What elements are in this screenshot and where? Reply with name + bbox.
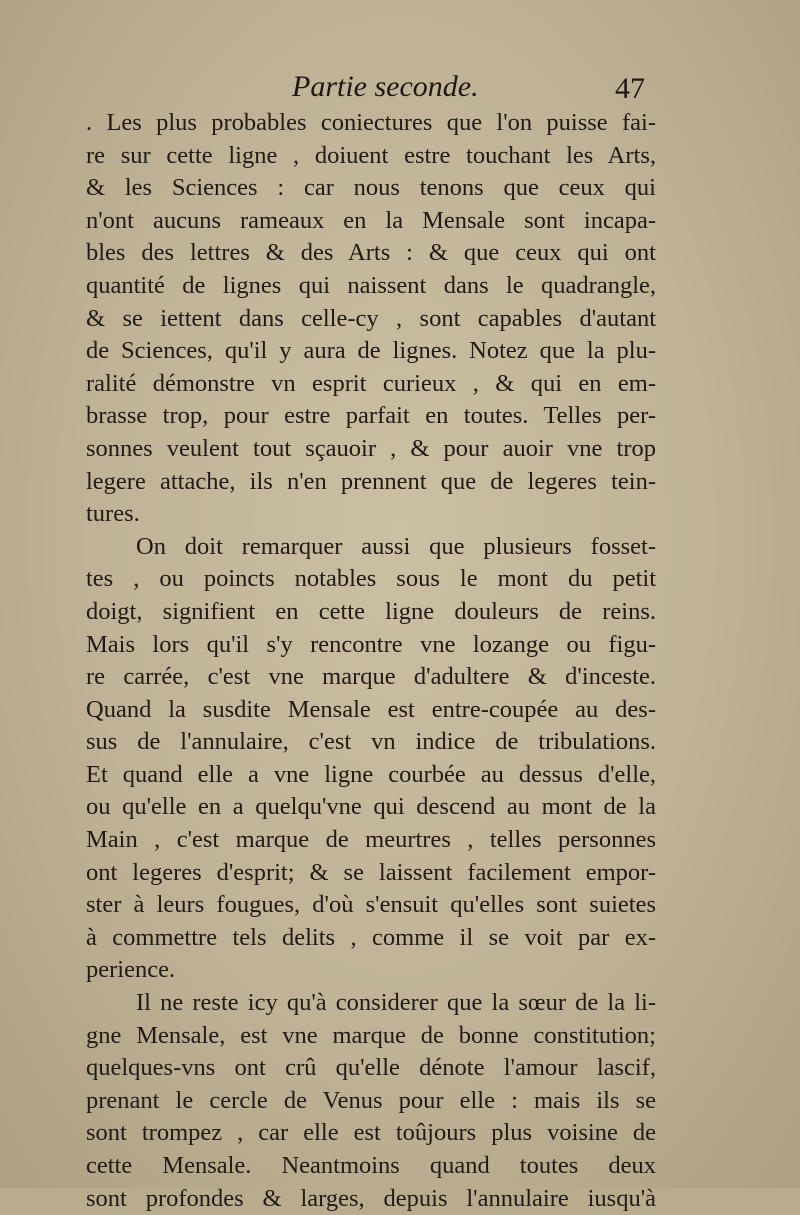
text-line: doigt, signifient en cette ligne douleurs de reins. bbox=[86, 597, 656, 625]
page-header bbox=[0, 70, 800, 110]
text-line: Et quand elle a vne ligne courbée au dessus d'elle, bbox=[86, 760, 656, 788]
text-line: & se iettent dans celle-cy , sont capables d'autant bbox=[86, 304, 656, 332]
text-line: perience. bbox=[86, 956, 176, 984]
text-line: gne Mensale, est vne marque de bonne constitution; bbox=[86, 1021, 656, 1049]
text-line: sonnes veulent tout sçauoir , & pour auoir vne trop bbox=[86, 434, 656, 462]
text-line: re sur cette ligne , doiuent estre touchant les Arts, bbox=[86, 141, 656, 169]
text-line: prenant le cercle de Venus pour elle : mais ils se bbox=[86, 1086, 656, 1114]
running-head: Partie seconde. bbox=[292, 70, 479, 103]
text-line: brasse trop, pour estre parfait en toutes. Telles per- bbox=[86, 402, 656, 430]
text-line: ster à leurs fougues, d'où s'ensuit qu'elles sont suietes bbox=[86, 891, 656, 919]
paragraph bbox=[86, 987, 656, 1215]
text-line: On doit remarquer aussi que plusieurs fosset- bbox=[136, 532, 656, 560]
text-line: sont profondes & larges, depuis l'annulaire iusqu'à bbox=[86, 1184, 656, 1212]
text-line: . Les plus probables coniectures que l'on puisse fai- bbox=[86, 109, 656, 136]
text-line: bles des lettres & des Arts : & que ceux qui ont bbox=[86, 239, 656, 267]
text-line: tures. bbox=[86, 500, 140, 528]
text-line: Mais lors qu'il s'y rencontre vne lozange ou figu- bbox=[86, 630, 656, 658]
text-line: re carrée, c'est vne marque d'adultere & d'inceste. bbox=[86, 663, 656, 691]
body-text bbox=[86, 107, 656, 1215]
text-line: ralité démonstre vn esprit curieux , & qui en em- bbox=[86, 369, 656, 397]
text-line: de Sciences, qu'il y aura de lignes. Notez que la plu- bbox=[86, 337, 656, 365]
text-line: Main , c'est marque de meurtres , telles personnes bbox=[86, 826, 656, 854]
text-line: Il ne reste icy qu'à considerer que la sœur de la li- bbox=[136, 989, 656, 1017]
text-line: tes , ou poincts notables sous le mont du petit bbox=[86, 565, 656, 593]
text-line: à commettre tels delits , comme il se voit par ex- bbox=[86, 923, 656, 951]
text-line: Quand la susdite Mensale est entre-coupée au des- bbox=[86, 695, 656, 723]
text-line: & les Sciences : car nous tenons que ceux qui bbox=[86, 174, 656, 202]
paragraph bbox=[86, 531, 656, 987]
text-line: quantité de lignes qui naissent dans le quadrangle, bbox=[86, 271, 656, 299]
text-line: n'ont aucuns rameaux en la Mensale sont incapa- bbox=[86, 206, 656, 234]
paragraph bbox=[86, 107, 656, 531]
page-number: 47 bbox=[615, 72, 645, 105]
text-line: sus de l'annulaire, c'est vn indice de tribulations. bbox=[86, 728, 656, 756]
text-line: cette Mensale. Neantmoins quand toutes deux bbox=[86, 1152, 656, 1179]
text-line: quelques-vns ont crû qu'elle dénote l'amour lascif, bbox=[86, 1054, 656, 1082]
text-line: legere attache, ils n'en prennent que de legeres tein- bbox=[86, 467, 656, 495]
text-line: sont trompez , car elle est toûjours plus voisine de bbox=[86, 1119, 656, 1147]
text-line: ont legeres d'esprit; & se laissent facilement empor- bbox=[86, 858, 656, 886]
text-line: ou qu'elle en a quelqu'vne qui descend au mont de la bbox=[86, 793, 656, 821]
